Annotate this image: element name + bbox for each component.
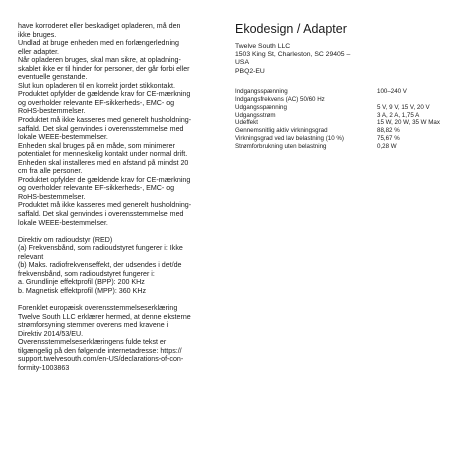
spec-value [377, 96, 440, 104]
conformity-declaration-text: Forenklet europæisk overensstemmelseserklæring Twelve South LLC erklærer hermed, at denne eksterne strømforsyning stemmer overens med kravene i Direktiv 2014/53/EU. Overensstemmelseserklæringens fulde tekst er tilgængelig på den følgende internetadresse: https:// support.twelvesouth.com/en-US/declarations-of-con- formity-1003863 [18, 303, 191, 372]
spec-label: Strømforbrukning uten belastning [235, 143, 327, 151]
manufacturer-address: Twelve South LLC 1503 King St, Charleston, SC 29405 – USA PBQ2-EU [235, 43, 351, 75]
red-directive-text: Direktiv om radioudstyr (RED) (a) Frekvensbånd, som radioudstyret fungerer i: Ikke relevant (b) Maks. radiofrekvenseffekt, der udsendes i det/de frekvensbånd, som radioudstyret fungerer i: a. Grundlinje effektprofil (BPP): 200 KHz b. Magnetisk effektprofil (MPP): 360 KHz [18, 235, 183, 295]
spec-row [235, 96, 440, 104]
safety-notes-text: have korroderet eller beskadiget opladeren, må den ikke bruges. Undlad at bruge enheden med en forlængerledning eller adapter. Når opladeren bruges, skal man sikre, at opladning- skablet ikke er til hinder for personer, der går forbi eller eventuelle genstande. Slut kun opladeren til en korrekt jordet stikkontakt. Produktet opfylder de gældende krav for CE-mærkning og overholder relevante EF-sikkerheds-, EMC- og RoHS-bestemmelser. Produktet må ikke kasseres med generelt husholdning- saffald. Det skal genvindes i overensstemmelse med lokale WEEE-bestemmelser. Enheden skal bruges på en måde, som minimerer potentialet for menneskelig kontakt under normal drift. Enheden skal installeres med en afstand på mindst 20 cm fra alle personer. Produktet opfylder de gældende krav for CE-mærkning og overholder relevante EF-sikkerheds-, EMC- og RoHS-bestemmelser. Produktet må ikke kasseres med generelt husholdning- saffald. Det skal genvindes i overensstemmelse med lokale WEEE-bestemmelser. [18, 22, 192, 227]
spec-value: 88,82 % [377, 127, 400, 135]
spec-label: Udgangsspænning [235, 103, 287, 111]
spec-value: 100–240 V [377, 87, 407, 95]
spec-label: Udeffekt [235, 119, 258, 127]
spec-value: 3 A, 2 A, 1,75 A [377, 111, 420, 119]
page-title: Ekodesign / Adapter [235, 22, 347, 36]
spec-value: 75,67 % [377, 135, 400, 143]
spec-row [235, 127, 440, 135]
spec-label: Virkningsgrad ved lav belastning (10 %) [235, 135, 344, 143]
spec-label: Indgangsfrekvens (AC) 50/60 Hz [235, 95, 325, 103]
spec-label: Gennemsnitlig aktiv virkningsgrad [235, 127, 328, 135]
spec-row [235, 119, 440, 127]
spec-row [235, 135, 440, 143]
spec-value: 15 W, 20 W, 35 W Max [377, 119, 440, 127]
spec-table [235, 88, 440, 151]
spec-row [235, 143, 440, 151]
spec-value: 0,28 W [377, 143, 397, 151]
spec-row [235, 88, 440, 96]
spec-label: Udgangsstrøm [235, 111, 276, 119]
right-column [235, 22, 440, 151]
spec-row [235, 112, 440, 120]
spec-value: 5 V, 9 V, 15 V, 20 V [377, 103, 430, 111]
left-column [18, 22, 226, 381]
spec-row [235, 104, 440, 112]
spec-label: Indgangsspænning [235, 87, 288, 95]
